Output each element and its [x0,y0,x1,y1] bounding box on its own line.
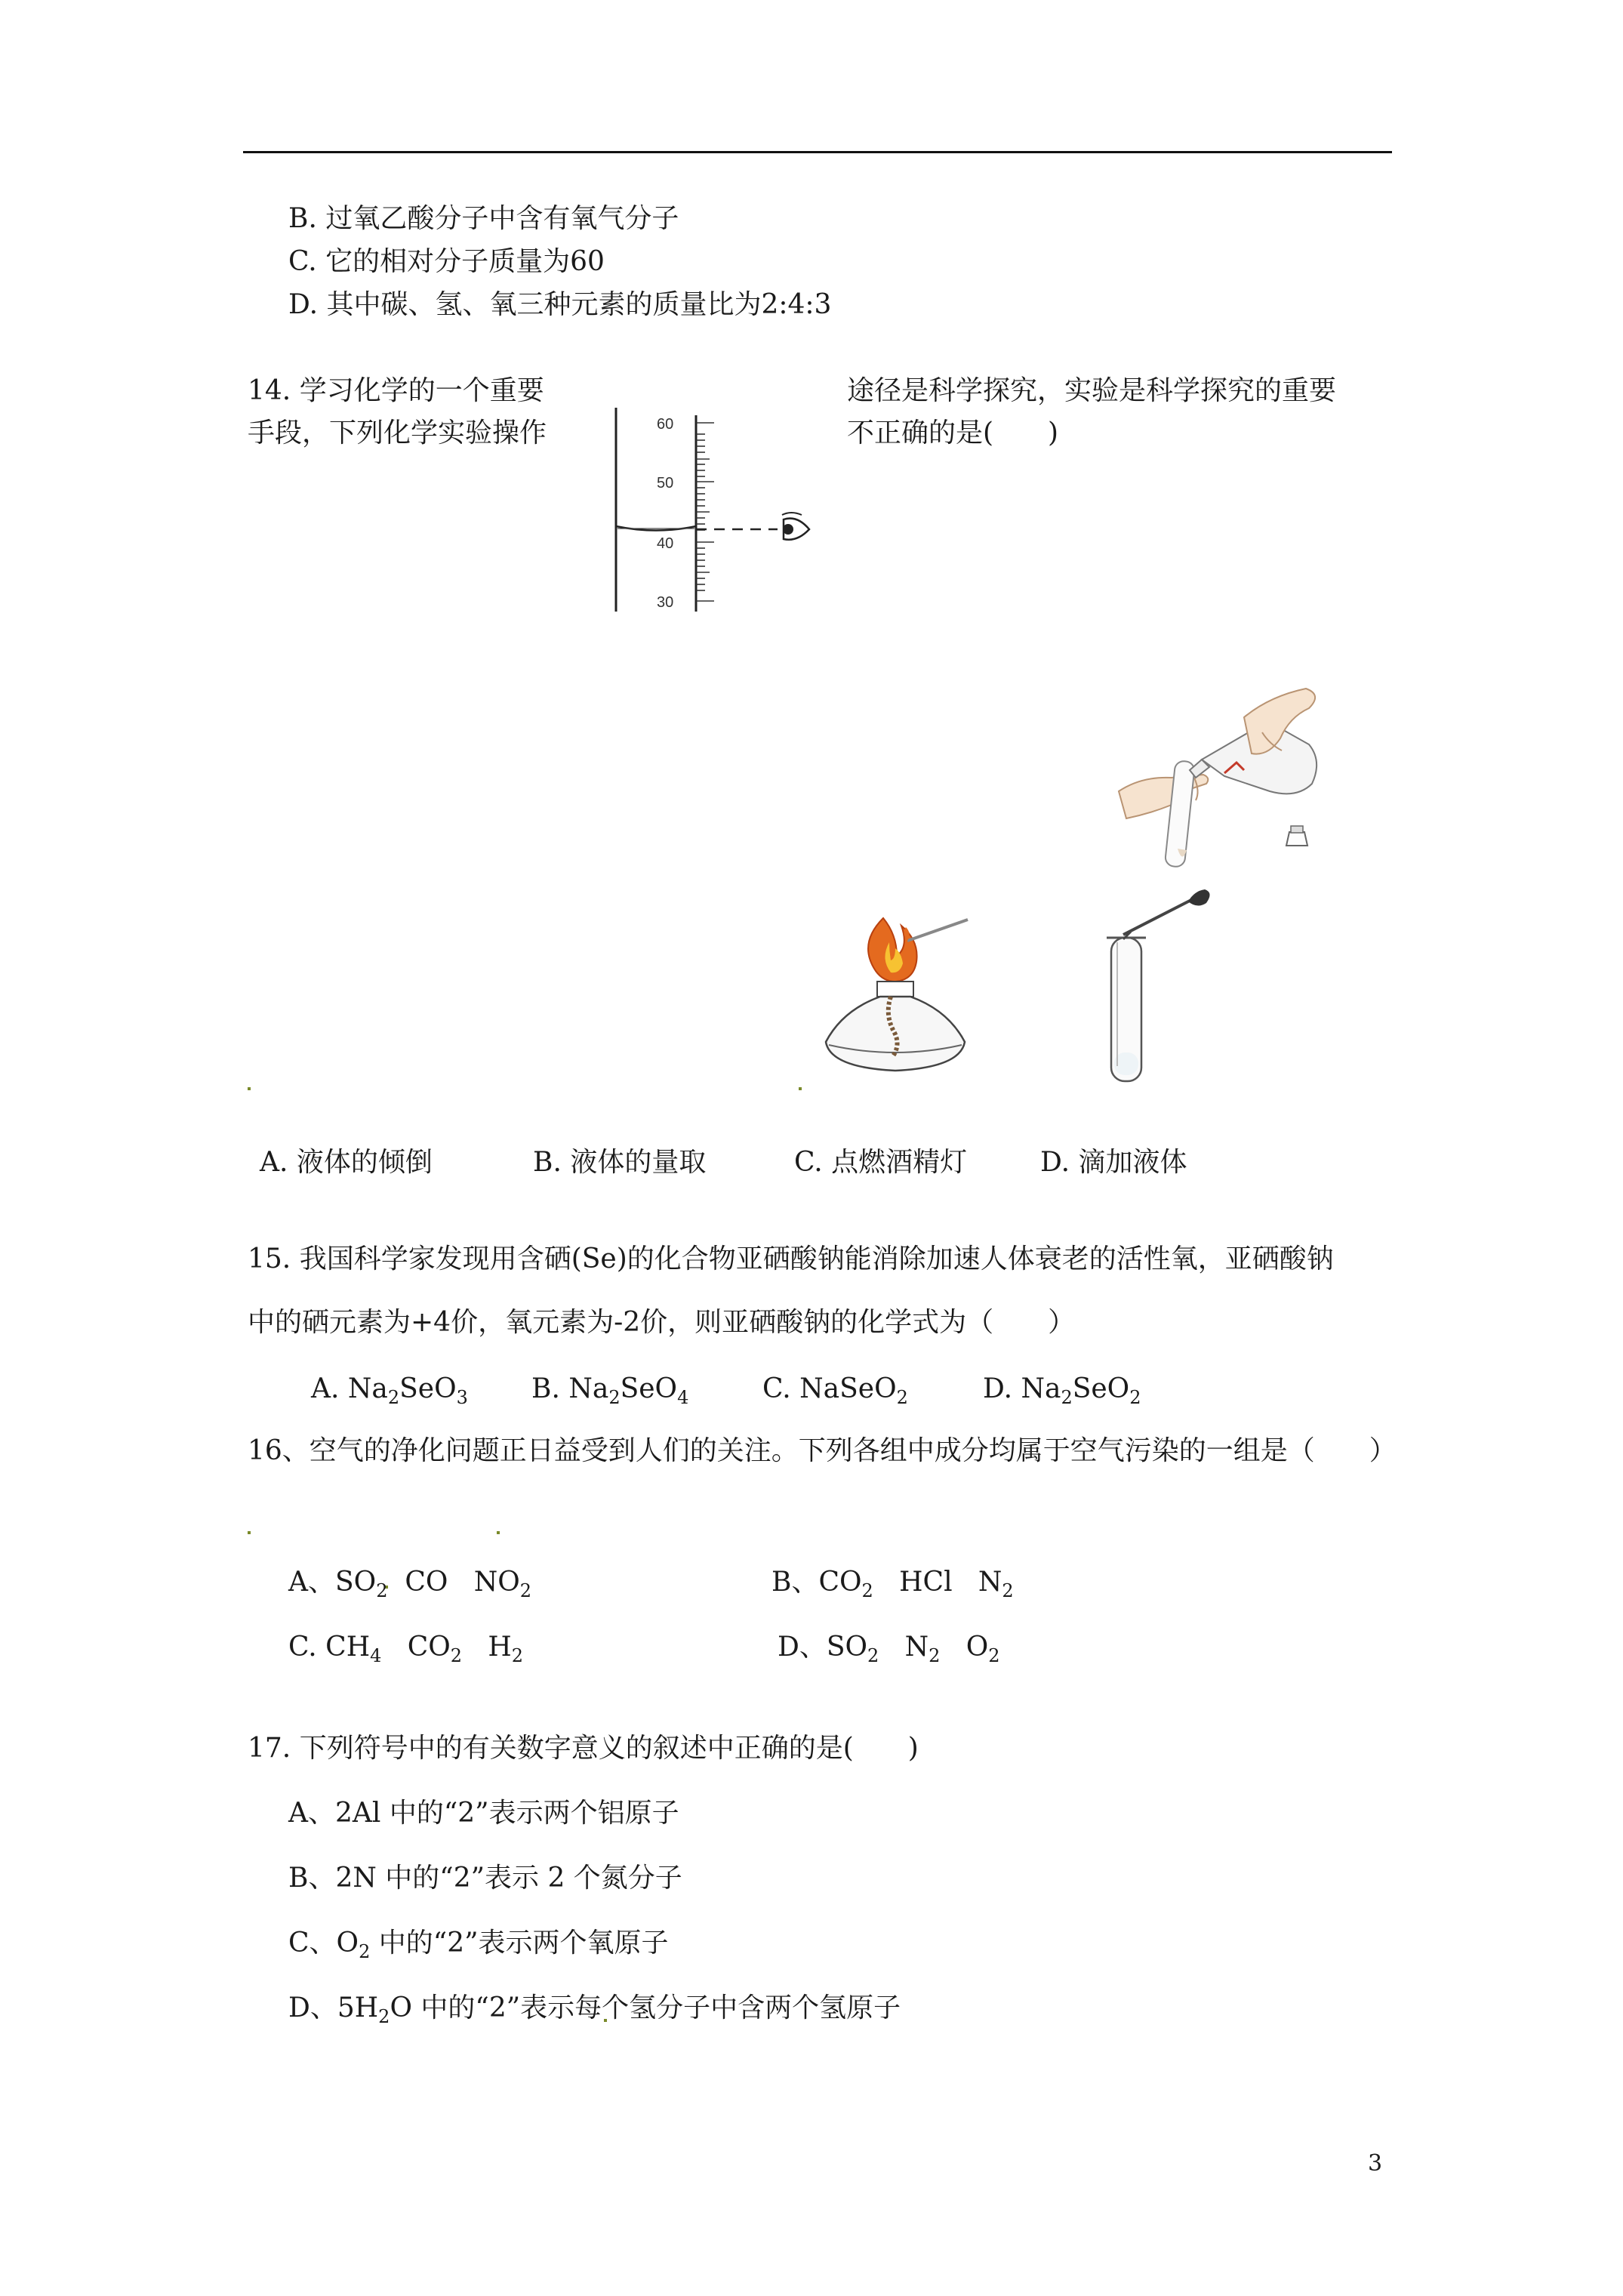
q16-option-d: D、$SO_2$ $N_2$ $O_2$ [778,1632,1000,1666]
q13-option-d: D. 其中碳、氢、氧三种元素的质量比为2:4:3 [288,289,832,320]
q14-stem-line1-left: 14. 学习化学的一个重要 [248,375,544,406]
scan-mark [799,1087,802,1090]
q16-option-c: C. $CH_4$ $CO_2$ $H_2$ [288,1632,524,1666]
q15-option-c: C. NaSeO$_2$ [762,1373,908,1408]
cylinder-tick-30: 30 [657,594,674,611]
q14-stem-line1-right: 途径是科学探究，实验是科学探究的重要 [847,375,1337,406]
q16-stem: 16、空气的净化问题正日益受到人们的关注。下列各组中成分均属于空气污染的一组是（ ） [248,1435,1397,1466]
q17-option-a: A、2Al 中的“2”表示两个铝原子 [288,1798,679,1829]
q15-option-d: D. $Na_2SeO_2$ [983,1373,1141,1408]
q14-option-d: D. 滴加液体 [1040,1147,1187,1178]
cylinder-tick-50: 50 [657,475,674,492]
q14-stem-line2-right: 不正确的是( ) [847,418,1059,448]
scan-mark [497,1531,500,1534]
scan-mark [248,1087,251,1090]
liquid-pouring-figure [1111,678,1338,874]
q16-option-a: A、$SO_2$ CO $NO_2$ [288,1567,532,1601]
q17-option-c: C、$O_2$ 中的“2”表示两个氧原子 [288,1928,669,1962]
eye-icon [782,513,809,540]
page-number: 3 [1368,2150,1383,2177]
q15-stem-line1: 15. 我国科学家发现用含硒(Se)的化合物亚硒酸钠能消除加速人体衰老的活性氧，亚硒酸钠 [248,1244,1334,1274]
scan-mark [248,1531,251,1534]
header-rule [243,151,1392,153]
q13-option-b: B. 过氧乙酸分子中含有氧气分子 [288,203,679,234]
q15-option-b: B. $Na_2SeO_4$ [531,1373,689,1408]
q17-option-d: D、$5H_2O$ 中的“2”表示每个氢分子中含两个氢原子 [288,1992,901,2027]
q16-option-b: B、$CO_2$ HCl $N_2$ [771,1567,1014,1601]
q15-stem-line2: 中的硒元素为+4价，氧元素为-2价，则亚硒酸钠的化学式为（ ） [248,1307,1076,1338]
graduated-cylinder-figure [604,400,830,619]
q14-option-b: B. 液体的量取 [533,1147,707,1178]
q17-option-b: B、2N 中的“2”表示 2 个氮分子 [288,1863,682,1894]
q14-option-c: C. 点燃酒精灯 [794,1147,968,1178]
cylinder-tick-40: 40 [657,535,674,552]
cylinder-tick-60: 60 [657,416,674,433]
q17-stem: 17. 下列符号中的有关数字意义的叙述中正确的是( ) [248,1733,919,1764]
q13-option-c: C. 它的相对分子质量为60 [288,246,605,277]
alcohol-lamp-figure [812,897,978,1078]
dropper-test-tube-figure [1101,885,1229,1089]
q14-option-a: A. 液体的倾倒 [260,1147,433,1178]
q15-option-a: A. $Na_2SeO_3$ [311,1373,468,1408]
q14-stem-line2-left: 手段，下列化学实验操作 [248,418,547,448]
